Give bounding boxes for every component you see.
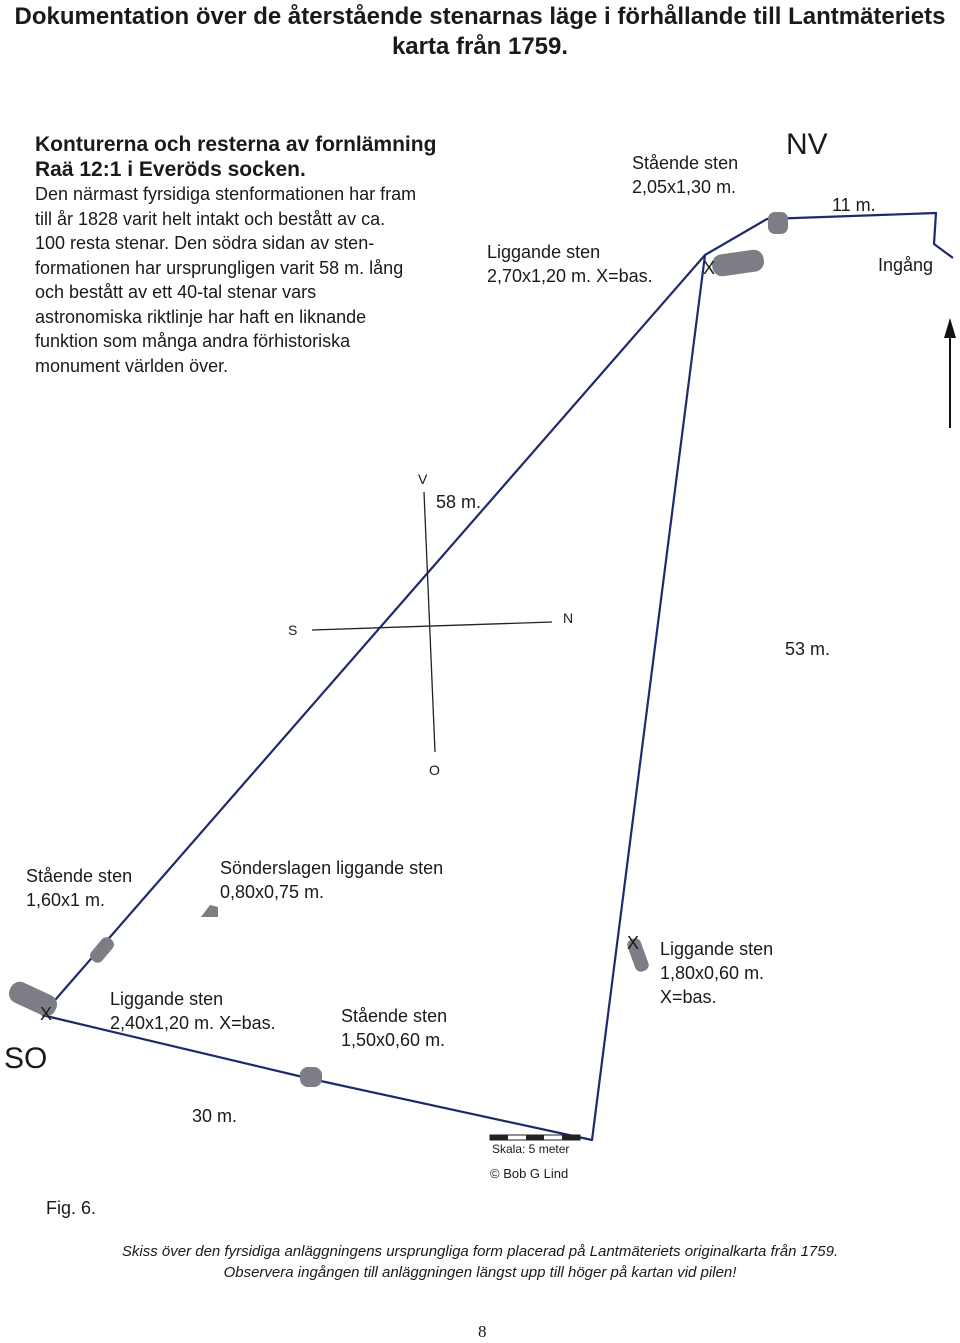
page-title: Dokumentation över de återstående stenarnas läge i förhållande till Lantmäteriets karta från 1759. <box>14 3 946 60</box>
compass-n-label: N <box>563 610 574 626</box>
corner-nv-label: NV <box>786 128 828 161</box>
stone-label-broken: Sönderslagen liggande sten 0,80x0,75 m. <box>220 858 444 902</box>
corner-so-label: SO <box>4 1042 48 1075</box>
figure-label: Fig. 6. <box>46 1198 97 1218</box>
compass-s-label: S <box>288 622 298 638</box>
measurement-center: 58 m. <box>436 492 482 512</box>
scale-label: Skala: 5 meter <box>492 1142 570 1156</box>
compass-o-label: O <box>429 762 440 778</box>
measurement-east: 53 m. <box>785 639 831 659</box>
description-line: till år 1828 varit helt intakt och bestått av ca. <box>35 208 386 229</box>
scale-bar <box>490 1135 580 1140</box>
measurement-north: 11 m. <box>832 195 876 215</box>
base-mark-nv: X <box>703 258 716 278</box>
stone-south-standing <box>300 1067 322 1087</box>
base-mark-so: X <box>40 1004 53 1024</box>
entrance-label: Ingång <box>878 255 934 275</box>
stone-nv-standing <box>768 212 788 234</box>
stone-label-nv-standing: Stående sten 2,05x1,30 m. <box>632 153 739 197</box>
stone-so-standing <box>88 935 117 965</box>
stone-label-nv-lying: Liggande sten 2,70x1,20 m. X=bas. <box>487 242 653 286</box>
base-mark-east: X <box>627 933 640 953</box>
copyright: © Bob G Lind <box>490 1166 569 1181</box>
stone-broken <box>201 905 218 917</box>
measurement-south: 30 m. <box>192 1106 238 1126</box>
description-line: monument världen över. <box>35 355 229 376</box>
stone-label-so-standing: Stående sten 1,60x1 m. <box>26 866 133 910</box>
compass-line-sn <box>312 622 552 630</box>
entrance-arrowhead-icon <box>944 318 956 338</box>
compass-line-vo <box>424 492 435 752</box>
description-line: 100 resta stenar. Den södra sidan av sten- <box>35 233 375 253</box>
description-line: formationen har ursprungligen varit 58 m. lång <box>35 257 404 278</box>
figure-caption: Skiss över den fyrsidiga anläggningens ursprungliga form placerad på Lantmäteriets originalkarta från 1759. Observera ingången till anläggningen längst upp till höger på kartan vid pilen! <box>121 1243 839 1281</box>
description-heading-line2: Raä 12:1 i Everöds socken. <box>35 158 306 181</box>
stone-so-lying <box>6 978 61 1019</box>
description-line: Den närmast fyrsidiga stenformationen har fram <box>35 184 417 204</box>
stone-nv-lying <box>711 248 766 277</box>
description-line: astronomiska riktlinje har haft en liknande <box>35 306 367 327</box>
stone-label-so-lying: Liggande sten 2,40x1,20 m. X=bas. <box>110 989 276 1033</box>
page-number: 8 <box>478 1322 487 1341</box>
stone-label-east-lying: Liggande sten 1,80x0,60 m. X=bas. <box>660 939 774 1007</box>
compass-v-label: V <box>418 471 428 487</box>
description-heading-line1: Konturerna och resterna av fornlämning <box>35 133 437 156</box>
stone-label-south-standing: Stående sten 1,50x0,60 m. <box>341 1006 448 1050</box>
description-line: funktion som många andra förhistoriska <box>35 331 351 351</box>
description-line: och bestått av ett 40-tal stenar vars <box>35 282 317 302</box>
